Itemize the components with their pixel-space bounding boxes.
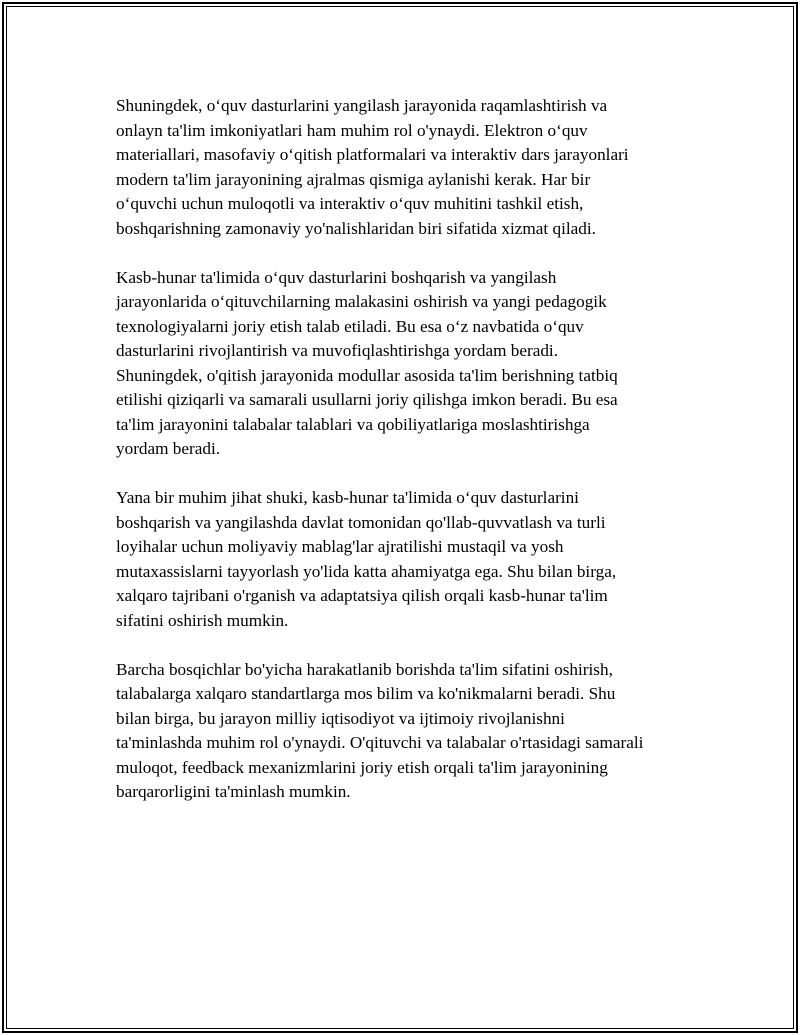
text-line: mutaxassislarni tayyorlash yo'lida katta ahamiyatga ega. Shu bilan birga, [116,561,617,581]
text-line: onlayn ta'lim imkoniyatlari ham muhim rol o'ynaydi. Elektron o‘quv [116,120,588,140]
text-line: Shuningdek, o‘quv dasturlarini yangilash jarayonida raqamlashtirish va [116,96,608,115]
text-line: muloqot, feedback mexanizmlarini joriy etish orqali ta'lim jarayonining [116,757,608,777]
text-line: boshqarish va yangilashda davlat tomonidan qo'llab-quvvatlash va turli [116,512,606,532]
paragraph-1 [116,94,696,241]
text-line: loyihalar uchun moliyaviy mablag'lar ajratilishi mustaqil va yosh [116,537,564,556]
text-line: ta'lim jarayonini talabalar talablari va qobiliyatlariga moslashtirishga [116,414,590,434]
paragraph-4 [116,658,696,805]
text-line: yordam beradi. [116,439,221,458]
text-line: Barcha bosqichlar bo'yicha harakatlanib borishda ta'lim sifatini oshirish, [116,659,613,679]
text-line: o‘quvchi uchun muloqotli va interaktiv o‘quv muhitini tashkil etish, [116,194,584,213]
text-line: boshqarishning zamonaviy yo'nalishlaridan biri sifatida xizmat qiladi. [116,218,596,238]
text-line: modern ta'lim jarayonining ajralmas qismiga aylanishi kerak. Har bir [116,169,591,189]
text-line: etilishi qiziqarli va samarali usullarni joriy qilishga imkon beradi. Bu esa [116,390,618,409]
text-line: Kasb-hunar ta'limida o‘quv dasturlarini boshqarish va yangilash [116,267,557,287]
document-body [116,94,696,829]
text-line: bilan birga, bu jarayon milliy iqtisodiyot va ijtimoiy rivojlanishni [116,708,565,728]
text-line: Shuningdek, o'qitish jarayonida modullar asosida ta'lim berishning tatbiq [116,365,618,385]
text-line: ta'minlashda muhim rol o'ynaydi. O'qituvchi va talabalar o'rtasidagi samarali [116,733,644,752]
text-line: Yana bir muhim jihat shuki, kasb-hunar ta'limida o‘quv dasturlarini [116,488,579,507]
text-line: dasturlarini rivojlantirish va muvofiqlashtirishga yordam beradi. [116,341,558,360]
text-line: jarayonlarida o‘qituvchilarning malakasini oshirish va yangi pedagogik [116,292,607,311]
document-page [2,2,798,1033]
text-line: xalqaro tajribani o'rganish va adaptatsiya qilish orqali kasb-hunar ta'lim [116,586,608,605]
text-line: texnologiyalarni joriy etish talab etiladi. Bu esa o‘z navbatida o‘quv [116,316,584,336]
text-line: talabalarga xalqaro standartlarga mos bilim va ko'nikmalarni beradi. Shu [116,684,616,703]
paragraph-3 [116,486,696,633]
text-line: barqarorligini ta'minlash mumkin. [116,782,351,801]
text-line: sifatini oshirish mumkin. [116,610,289,630]
text-line: materiallari, masofaviy o‘qitish platformalari va interaktiv dars jarayonlari [116,145,629,164]
paragraph-2 [116,266,696,462]
